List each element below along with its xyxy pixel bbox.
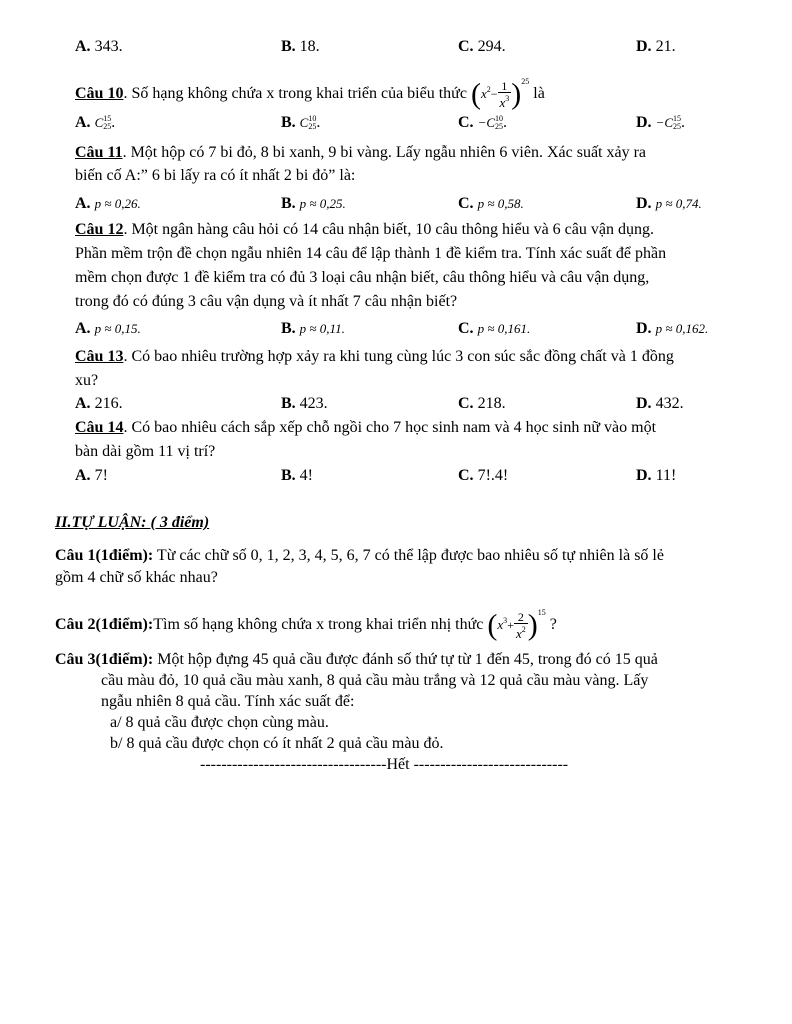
e3-text-line1: Câu 3(1điểm): Một hộp đựng 45 quả cầu được đánh số thứ tự từ 1 đến 45, trong đó có 15 quả (55, 651, 658, 668)
e1-text-line1: Câu 1(1điểm): Từ các chữ số 0, 1, 2, 3, 4, 5, 6, 7 có thể lập được bao nhiêu số tự nhiên là số lẻ (55, 547, 664, 564)
q14-option-c: C. 7!.4! (458, 467, 509, 484)
q13-text-line1: Câu 13. Có bao nhiêu trường hợp xảy ra khi tung cùng lúc 3 con súc sắc đồng chất và 1 đồng (75, 348, 674, 365)
e2-text: Câu 2(1điểm):Tìm số hạng không chứa x trong khai triển nhị thức ($x^3+$ $\frac{2}{x^2}$ )$^{15}$ ? (55, 608, 557, 642)
q10-option-d: D. −C 15 25 . (636, 114, 686, 131)
q14-option-b: B. 4! (281, 467, 313, 484)
e1-text-line2: gồm 4 chữ số khác nhau? (55, 569, 218, 586)
q10-expression: ($x^2-$ $\frac{1}{x^3}$ )$^{25}$ (470, 77, 530, 111)
q9-option-c: C. 294. (458, 38, 506, 55)
q12-option-a: A. p ≈ 0,15. (75, 320, 141, 337)
q10-option-c: C. −C 10 25 . (458, 114, 508, 131)
end-marker: -----------------------------------Hết ----------------------------- (200, 756, 569, 773)
q9-option-b: B. 18. (281, 38, 320, 55)
q14-text-line1: Câu 14. Có bao nhiêu cách sắp xếp chỗ ngồi cho 7 học sinh nam và 4 học sinh nữ vào một (75, 419, 657, 436)
q13-option-d: D. 432. (636, 395, 684, 412)
q10-option-b: B. C 10 25 . (281, 114, 321, 131)
q9-option-a: A. 343. (75, 38, 123, 55)
q10-text: Câu 10. Số hạng không chứa x trong khai triển của biểu thức ($x^2-$ $\frac{1}{x^3}$ )$^{25}$ là (75, 77, 545, 111)
q11-option-b: B. p ≈ 0,25. (281, 195, 346, 212)
q14-text-line2: bàn dài gồm 11 vị trí? (75, 443, 216, 460)
q10-option-a: A. C 15 25 . (75, 114, 116, 131)
e3-sub-a: a/ 8 quả cầu được chọn cùng màu. (110, 714, 329, 731)
q14-option-d: D. 11! (636, 467, 677, 484)
e3-sub-b: b/ 8 quả cầu được chọn có ít nhất 2 quả cầu màu đỏ. (110, 735, 444, 752)
section-title: II.TỰ LUẬN: ( 3 điểm) (55, 514, 210, 531)
q12-text-line3: mềm chọn được 1 đề kiểm tra có đủ 3 loại câu nhận biết, câu thông hiểu và câu vận dụng, (75, 269, 650, 286)
q9-option-d: D. 21. (636, 38, 676, 55)
q12-text-line1: Câu 12. Một ngân hàng câu hỏi có 14 câu nhận biết, 10 câu thông hiểu và 6 câu vận dụng. (75, 221, 654, 238)
q13-option-a: A. 216. (75, 395, 123, 412)
e3-text-line3: ngẫu nhiên 8 quả cầu. Tính xác suất để: (101, 693, 355, 710)
e3-text-line2: cầu màu đỏ, 10 quả cầu màu xanh, 8 quả cầu màu trắng và 12 quả cầu màu vàng. Lấy (101, 672, 649, 689)
q14-option-a: A. 7! (75, 467, 108, 484)
e2-expression: ($x^3+$ $\frac{2}{x^2}$ )$^{15}$ (487, 608, 546, 642)
q13-text-line2: xu? (75, 372, 99, 389)
q11-option-c: C. p ≈ 0,58. (458, 195, 524, 212)
q12-text-line4: trong đó có đúng 3 câu vận dụng và ít nhất 7 câu nhận biết? (75, 293, 458, 310)
q12-option-b: B. p ≈ 0,11. (281, 320, 345, 337)
q11-text-line1: Câu 11. Một hộp có 7 bi đỏ, 8 bi xanh, 9 bi vàng. Lấy ngẫu nhiên 6 viên. Xác suất xảy ra (75, 144, 647, 161)
q12-text-line2: Phần mềm trộn đề chọn ngẫu nhiên 14 câu để lập thành 1 đề kiểm tra. Tính xác suất để phần (75, 245, 667, 262)
q11-option-a: A. p ≈ 0,26. (75, 195, 141, 212)
q11-text-line2: biến cố A:” 6 bi lấy ra có ít nhất 2 bi đỏ” là: (75, 167, 356, 184)
q12-option-d: D. p ≈ 0,162. (636, 320, 709, 337)
q12-option-c: C. p ≈ 0,161. (458, 320, 531, 337)
q13-option-b: B. 423. (281, 395, 328, 412)
q13-option-c: C. 218. (458, 395, 506, 412)
q11-option-d: D. p ≈ 0,74. (636, 195, 702, 212)
